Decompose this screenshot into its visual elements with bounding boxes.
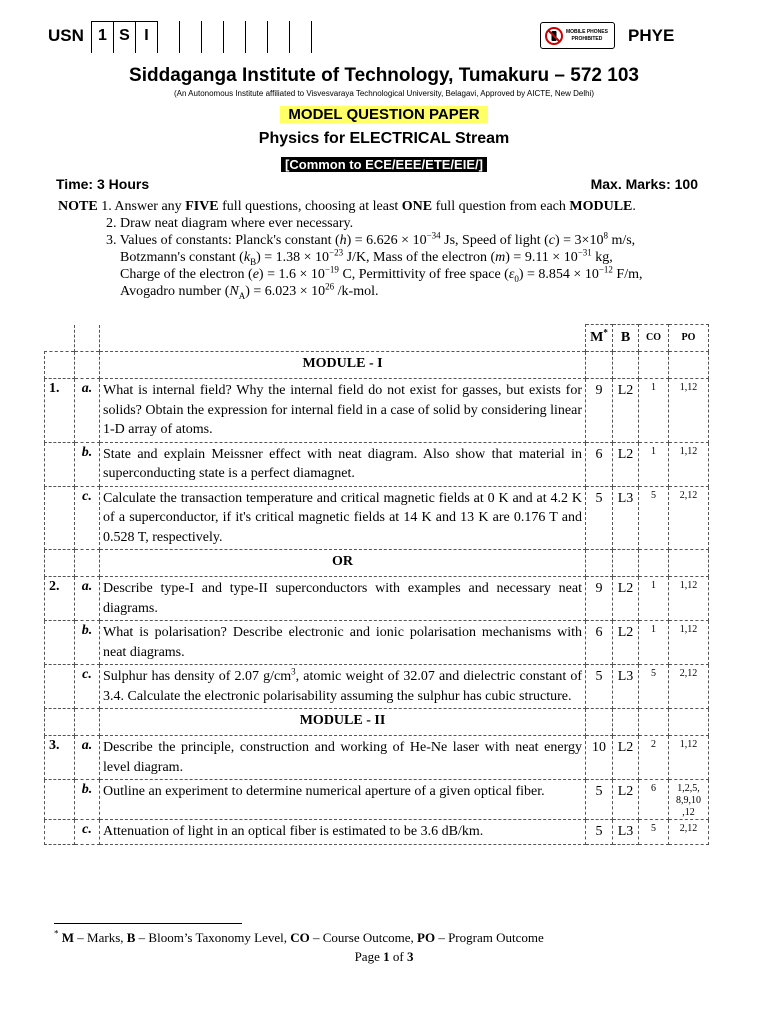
note-var: m [495,250,506,265]
footnote-term: PO [417,930,436,945]
question-part: c. [75,486,100,550]
note-text: m/s, [607,233,636,248]
model-title-wrap [0,106,768,124]
marks-value: 9 [586,577,613,621]
note-text: F/m, [612,267,643,282]
question-part: b. [75,780,100,820]
course-outcome: 1 [639,379,669,443]
blooms-level: L2 [613,379,639,443]
question-text: Calculate the transaction temperature and critical magnetic fields at 0 K and at 4.2 K of a superconductor, if it's critical magnetic fields at 14 K and 13 K are 0.176 T and 0.528 T, respectively. [100,486,586,550]
program-outcome: 1,12 [669,577,709,621]
question-part: a. [75,379,100,443]
page-total: 3 [406,949,414,964]
blooms-level: L2 [613,577,639,621]
usn-box-4 [158,21,180,53]
program-outcome: 1,12 [669,442,709,486]
program-outcome-line: ,12 [682,807,695,818]
footnote-desc: – Course Outcome, [309,930,417,945]
module-1-heading: MODULE - I [100,352,586,379]
question-text: Outline an experiment to determine numerical aperture of a given optical fiber. [100,780,586,820]
header-marks [586,325,613,352]
note-text: ) = 8.854 × 10 [518,267,599,282]
header-marks-label: M [590,330,604,345]
header-po: PO [669,325,709,352]
header-co: CO [639,325,669,352]
note-text: 1. Answer any [101,199,186,214]
exam-time: Time: 3 Hours [56,176,150,192]
program-outcome: 2,12 [669,486,709,550]
course-outcome: 1 [639,577,669,621]
note-var: e [252,267,259,282]
question-number: 3. [45,736,75,780]
table-row [45,665,709,709]
note-text: /k-mol. [334,284,379,299]
question-part: a. [75,577,100,621]
max-marks: Max. Marks: 100 [590,176,698,192]
or-separator: OR [100,550,586,577]
usn-box-8 [246,21,268,53]
note-sub: A [238,290,246,301]
header-blooms: B [613,325,639,352]
marks-value: 5 [586,780,613,820]
note-text: ) = 9.11 × 10 [505,250,578,265]
module-2-heading: MODULE - II [100,709,586,736]
common-note: [Common to ECE/EEE/ETE/EIE/] [281,157,487,172]
page-current: 1 [383,949,390,964]
footnote-desc: – Bloom’s Taxonomy Level, [135,930,291,945]
common-note-wrap [0,156,768,174]
table-row [45,820,709,845]
note-bold: ONE [401,199,433,214]
table-row [45,621,709,665]
note-text: kg, [591,250,613,265]
blooms-level: L3 [613,820,639,845]
note-exp: −19 [324,264,339,275]
marks-value: 10 [586,736,613,780]
table-row [45,486,709,550]
table-row [45,577,709,621]
question-text: Describe type-I and type-II superconductors with examples and necessary neat diagrams. [100,577,586,621]
usn-box-1: 1 [92,21,114,53]
phones-badge-line2: PROHIBITED [571,35,603,42]
question-text: State and explain Meissner effect with neat diagram. Also show that material in superconducting state is a perfect diamagnet. [100,442,586,486]
note-text: J/K, Mass of the electron ( [343,250,496,265]
usn-box-7 [224,21,246,53]
note-label: NOTE [58,199,98,214]
note-var: h [339,233,347,248]
footnote [54,930,544,946]
course-outcome: 6 [639,780,669,820]
footnote-divider [54,923,242,924]
table-row [45,736,709,780]
note-text: full questions, choosing at least [218,199,402,214]
course-outcome: 1 [639,621,669,665]
page-mid: of [389,949,407,964]
mobile-phones-prohibited-badge [540,22,615,49]
footnote-term: B [126,930,136,945]
question-text: Attenuation of light in an optical fiber is estimated to be 3.6 dB/km. [100,820,586,845]
blooms-level: L2 [613,780,639,820]
program-outcome: 1,12 [669,736,709,780]
note-text: full question from each [432,199,570,214]
marks-value: 5 [586,665,613,709]
affiliation-note: (An Autonomous Institute affiliated to Visvesvaraya Technological University, Belagavi, Approved by AICTE, New Delhi) [173,89,595,98]
note-text: ) = 6.023 × 10 [245,284,326,299]
note-text: Js, Speed of light ( [440,233,549,248]
program-outcome [669,780,709,820]
note-text: ) = 1.6 × 10 [258,267,325,282]
institute-name: Siddaganga Institute of Technology, Tumakuru – 572 103 [129,65,639,86]
instructions-note [58,198,708,300]
marks-value: 9 [586,379,613,443]
note-line-1 [58,198,708,215]
note-text: 3. Values of constants: Planck's constant ( [106,233,340,248]
program-outcome: 2,12 [669,665,709,709]
note-exp: 8 [603,230,608,241]
usn-box-3: I [136,21,158,53]
program-outcome: 1,12 [669,379,709,443]
question-part: b. [75,621,100,665]
page-prefix: Page [354,949,384,964]
phones-badge-line1: MOBILE PHONES [566,28,608,35]
question-table [44,324,709,845]
footnote-desc: – Marks, [74,930,127,945]
module-row [45,709,709,736]
usn-box-5 [180,21,202,53]
blooms-level: L3 [613,486,639,550]
module-row [45,352,709,379]
usn-box-2: S [114,21,136,53]
question-text [100,665,586,709]
table-row [45,379,709,443]
note-exp: −12 [598,264,613,275]
note-line-5 [58,266,708,283]
note-bold: FIVE [185,199,219,214]
footnote-star: * [54,928,59,939]
no-phone-icon [545,27,563,45]
header-marks-star: * [603,327,608,338]
note-text: ) = 3×10 [554,233,604,248]
footnote-term: M [61,930,75,945]
course-outcome: 2 [639,736,669,780]
blooms-level: L2 [613,442,639,486]
note-text: ) = 6.626 × 10 [346,233,427,248]
question-text: What is internal field? Why the internal field do not exist for gasses, but exists for solids? Obtain the expression for internal field in a case of solid by considering linear 1-D array of atoms. [100,379,586,443]
model-title: MODEL QUESTION PAPER [280,106,487,123]
footnote-term: CO [290,930,310,945]
question-text-part: , atomic weight of 32.07 and dielectric constant of 3.4. Calculate the electronic polarisability assuming the sulphur has cubic structure. [103,669,582,704]
note-exp: −34 [426,230,441,241]
note-var: k [243,250,251,265]
note-exp: −23 [329,247,344,258]
program-outcome-line: 1,2,5, [677,783,700,794]
footnote-desc: – Program Outcome [435,930,544,945]
marks-value: 6 [586,621,613,665]
note-sub: 0 [514,273,519,284]
note-exp: 26 [325,281,335,292]
question-part: b. [75,442,100,486]
or-row [45,550,709,577]
blooms-level: L3 [613,665,639,709]
question-number: 1. [45,379,75,443]
phones-badge-text [566,29,608,43]
usn-box-10 [290,21,312,53]
note-line-6 [58,283,708,300]
note-line-3 [58,232,708,249]
question-text: What is polarisation? Describe electronic and ionic polarisation mechanisms with neat diagrams. [100,621,586,665]
course-outcome: 5 [639,665,669,709]
question-number: 2. [45,577,75,621]
note-exp: −31 [577,247,592,258]
course-outcome: 5 [639,486,669,550]
note-var: c [548,233,555,248]
paper-code: PHYE [628,26,675,45]
note-var: ε [508,267,515,282]
note-text: Botzmann's constant ( [120,250,244,265]
blooms-level: L2 [613,736,639,780]
course-title: Physics for ELECTRICAL Stream [258,130,510,147]
question-part: c. [75,820,100,845]
question-text: Describe the principle, construction and working of He-Ne laser with neat energy level diagram. [100,736,586,780]
note-sub: B [250,256,257,267]
question-part: a. [75,736,100,780]
page-number [0,949,768,965]
program-outcome: 2,12 [669,820,709,845]
program-outcome: 1,12 [669,621,709,665]
course-outcome: 1 [639,442,669,486]
note-bold: MODULE [569,199,633,214]
program-outcome-line: 8,9,10 [676,795,701,806]
note-var: N [229,284,239,299]
course-outcome: 5 [639,820,669,845]
note-text: . [632,199,636,214]
question-text-exp: 3 [291,666,296,677]
usn-boxes [91,21,312,53]
note-line-2: 2. Draw neat diagram where ever necessary. [106,216,354,231]
table-row [45,780,709,820]
usn-label: USN [48,26,84,45]
question-part: c. [75,665,100,709]
marks-value: 6 [586,442,613,486]
question-text-part: Sulphur has density of 2.07 g/cm [103,669,292,684]
note-text: Avogadro number ( [120,284,230,299]
note-text: ) = 1.38 × 10 [256,250,330,265]
usn-box-6 [202,21,224,53]
note-text: Charge of the electron ( [120,267,253,282]
marks-value: 5 [586,486,613,550]
table-row [45,442,709,486]
blooms-level: L2 [613,621,639,665]
marks-value: 5 [586,820,613,845]
note-text: C, Permittivity of free space ( [338,267,509,282]
table-header-row [45,325,709,352]
usn-box-9 [268,21,290,53]
